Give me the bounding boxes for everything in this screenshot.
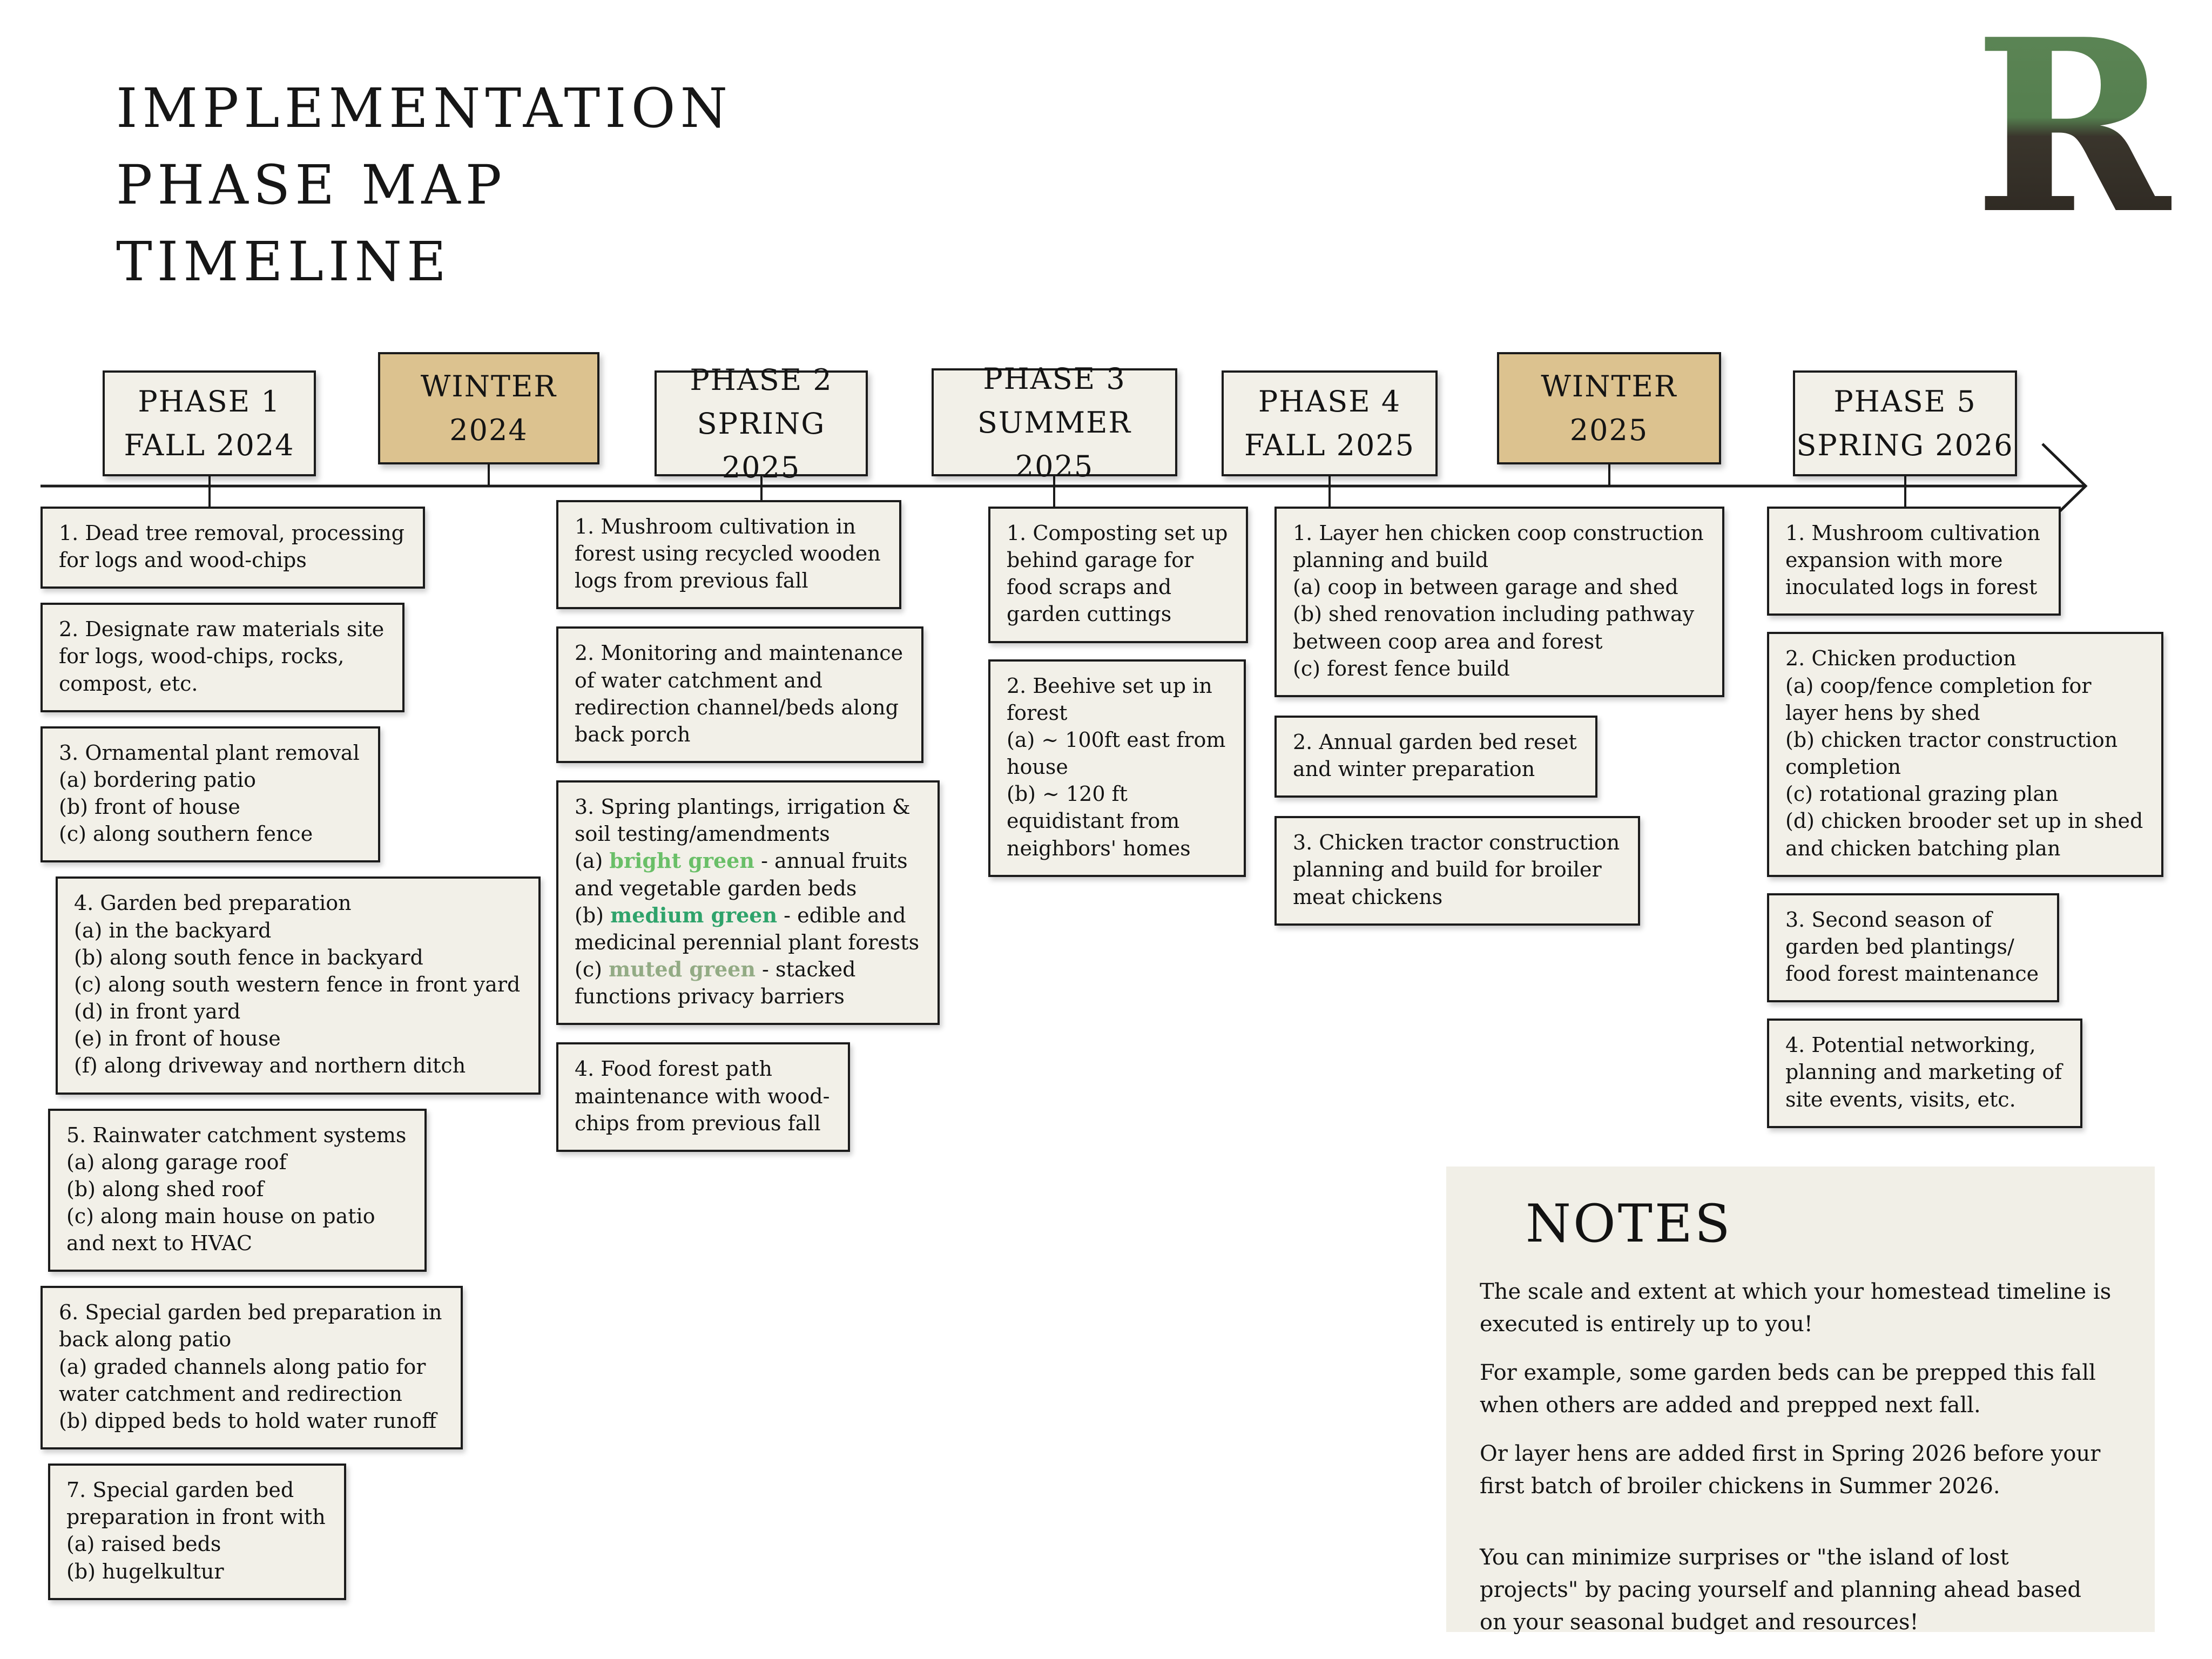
note-line: projects" by pacing yourself and planning ahead based bbox=[1480, 1577, 2082, 1602]
notes-panel bbox=[1446, 1166, 2155, 1635]
note-paragraph bbox=[1480, 1541, 2122, 1638]
task-line: 6. Special garden bed preparation in bbox=[59, 1300, 442, 1325]
phase-header-label: PHASE 3 bbox=[983, 361, 1126, 396]
task-line: water catchment and redirection bbox=[59, 1381, 402, 1406]
task-line: soil testing/amendments bbox=[575, 822, 830, 846]
phase-header-5 bbox=[1793, 370, 2017, 476]
note-line: The scale and extent at which your homestead timeline is bbox=[1480, 1279, 2112, 1304]
task-box bbox=[988, 659, 1246, 877]
task-line: (b) along shed roof bbox=[66, 1177, 264, 1201]
task-line bbox=[575, 902, 919, 929]
phase-header-winter-2024 bbox=[378, 352, 599, 464]
task-line-prefix: (c) bbox=[575, 957, 609, 982]
task-line: 1. Mushroom cultivation in bbox=[575, 515, 856, 538]
phase-header-label: WINTER bbox=[1541, 369, 1677, 403]
task-line: garden cuttings bbox=[1007, 602, 1172, 626]
note-paragraph bbox=[1480, 1276, 2122, 1340]
phase-header-1 bbox=[103, 370, 316, 476]
task-line: neighbors' homes bbox=[1007, 836, 1191, 860]
medium-green-label: medium green bbox=[610, 902, 778, 927]
phase-header-label: PHASE 5 bbox=[1833, 385, 1977, 419]
page-title-line: PHASE MAP bbox=[116, 153, 507, 217]
task-line: and winter preparation bbox=[1293, 757, 1535, 781]
phase-3-task-column bbox=[988, 507, 1248, 877]
phase-5-task-column bbox=[1767, 507, 2163, 1128]
task-line: functions privacy barriers bbox=[575, 984, 845, 1009]
task-line: 7. Special garden bed bbox=[66, 1478, 294, 1502]
task-box bbox=[556, 780, 940, 1025]
task-box bbox=[556, 626, 923, 763]
task-line: (b) hugelkultur bbox=[66, 1559, 224, 1583]
task-line: compost, etc. bbox=[59, 671, 198, 696]
task-line: and next to HVAC bbox=[66, 1231, 253, 1256]
task-box bbox=[48, 1464, 346, 1600]
phase-header-label: FALL 2024 bbox=[124, 428, 295, 462]
task-line-suffix: - annual fruits bbox=[754, 849, 908, 873]
phase-header-label: SUMMER 2025 bbox=[977, 405, 1132, 483]
task-line: preparation in front with bbox=[66, 1505, 326, 1529]
task-line: back porch bbox=[575, 722, 691, 746]
task-box bbox=[56, 876, 541, 1094]
task-box bbox=[556, 1042, 850, 1151]
task-line bbox=[575, 847, 919, 874]
task-box bbox=[1767, 632, 2163, 876]
task-line: 2. Designate raw materials site bbox=[59, 617, 385, 642]
phase-header-label: FALL 2025 bbox=[1244, 428, 1415, 462]
task-line: (d) chicken brooder set up in shed bbox=[1785, 809, 2143, 833]
task-line: and vegetable garden beds bbox=[575, 876, 857, 900]
task-box bbox=[1767, 893, 2059, 1002]
task-line: expansion with more bbox=[1785, 548, 2003, 572]
task-line: (a) ~ 100ft east from bbox=[1007, 727, 1226, 752]
phase-header-label: 2025 bbox=[1569, 413, 1649, 447]
note-line: You can minimize surprises or "the island of lost bbox=[1480, 1545, 2009, 1570]
phase-2-task-column bbox=[556, 500, 940, 1152]
task-line: (c) along main house on patio bbox=[66, 1204, 375, 1228]
task-line: (b) dipped beds to hold water runoff bbox=[59, 1408, 437, 1433]
task-line: (b) chicken tractor construction bbox=[1785, 727, 2118, 752]
task-line: for logs, wood-chips, rocks, bbox=[59, 644, 345, 669]
task-box bbox=[1274, 507, 1724, 697]
task-line: layer hens by shed bbox=[1785, 700, 1980, 725]
task-box bbox=[1767, 1019, 2082, 1128]
note-line: when others are added and prepped next fall. bbox=[1480, 1393, 1981, 1418]
phase-header-label: SPRING 2026 bbox=[1796, 428, 2014, 462]
note-line: on your seasonal budget and resources! bbox=[1480, 1610, 1919, 1635]
task-line: (a) bordering patio bbox=[59, 767, 257, 792]
task-line: 5. Rainwater catchment systems bbox=[66, 1123, 407, 1147]
task-line: 2. Annual garden bed reset bbox=[1293, 730, 1577, 754]
task-line: equidistant from bbox=[1007, 809, 1180, 833]
logo-r-icon: R bbox=[1974, 0, 2171, 266]
task-box bbox=[41, 603, 404, 712]
task-line: (f) along driveway and northern ditch bbox=[74, 1054, 466, 1078]
task-line: 4. Garden bed preparation bbox=[74, 891, 352, 915]
task-line: 1. Mushroom cultivation bbox=[1785, 521, 2040, 545]
task-line: (a) in the backyard bbox=[74, 918, 272, 942]
task-line: 4. Food forest path bbox=[575, 1057, 772, 1081]
task-box bbox=[1767, 507, 2061, 616]
task-line: (a) coop in between garage and shed bbox=[1293, 575, 1678, 599]
task-line: food forest maintenance bbox=[1785, 962, 2039, 986]
task-line: planning and build for broiler bbox=[1293, 858, 1602, 882]
task-box bbox=[41, 726, 380, 863]
task-line: 3. Spring plantings, irrigation & bbox=[575, 795, 911, 819]
task-line: and chicken batching plan bbox=[1785, 836, 2061, 860]
task-box bbox=[1274, 816, 1640, 925]
task-line: 1. Layer hen chicken coop construction bbox=[1293, 521, 1704, 545]
task-line: (a) coop/fence completion for bbox=[1785, 673, 2092, 698]
phase-header-label: PHASE 2 bbox=[690, 362, 833, 397]
phase-header-3 bbox=[932, 361, 1177, 483]
task-box bbox=[41, 1286, 463, 1449]
task-box bbox=[988, 507, 1248, 643]
task-line: 1. Dead tree removal, processing bbox=[59, 521, 404, 545]
task-line: (e) in front of house bbox=[74, 1027, 281, 1051]
task-box bbox=[1274, 716, 1597, 798]
task-box bbox=[48, 1109, 427, 1272]
task-line: between coop area and forest bbox=[1293, 629, 1603, 653]
phase-1-task-column bbox=[41, 507, 541, 1600]
task-line: (a) graded channels along patio for bbox=[59, 1354, 426, 1379]
phase-4-task-column bbox=[1274, 507, 1724, 926]
task-line: (a) raised beds bbox=[66, 1532, 221, 1556]
task-line: (c) along south western fence in front yard bbox=[74, 972, 521, 996]
task-line bbox=[575, 956, 919, 983]
task-line: 2. Beehive set up in bbox=[1007, 673, 1212, 698]
task-line: forest using recycled wooden bbox=[575, 542, 881, 566]
task-line: logs from previous fall bbox=[575, 569, 808, 593]
phase-header-label: PHASE 1 bbox=[138, 385, 281, 419]
task-box bbox=[556, 500, 901, 609]
phase-header-2 bbox=[655, 362, 868, 484]
task-line-prefix: (b) bbox=[575, 903, 611, 927]
page-title-line: IMPLEMENTATION bbox=[116, 77, 733, 140]
task-line: 3. Ornamental plant removal bbox=[59, 740, 360, 765]
task-line: redirection channel/beds along bbox=[575, 695, 899, 719]
phase-header-label: 2024 bbox=[449, 413, 528, 447]
task-line: meat chickens bbox=[1293, 885, 1443, 909]
task-line: planning and marketing of bbox=[1785, 1060, 2062, 1084]
task-line: 3. Second season of bbox=[1785, 907, 1992, 932]
task-line: (d) in front yard bbox=[74, 1000, 241, 1024]
task-line: 4. Potential networking, bbox=[1785, 1033, 2036, 1057]
task-line: for logs and wood-chips bbox=[59, 548, 307, 572]
task-line: chips from previous fall bbox=[575, 1111, 821, 1135]
task-line: (b) front of house bbox=[59, 795, 240, 819]
task-line: (c) along southern fence bbox=[59, 822, 313, 846]
phase-header-label: WINTER bbox=[420, 369, 557, 403]
task-line-suffix: - stacked bbox=[755, 957, 856, 982]
phase-header-label: PHASE 4 bbox=[1258, 385, 1401, 419]
task-line: (c) forest fence build bbox=[1293, 656, 1510, 680]
page-title-line: TIMELINE bbox=[116, 230, 451, 293]
bright-green-label: bright green bbox=[609, 848, 754, 873]
note-line: first batch of broiler chickens in Summer 2026. bbox=[1480, 1474, 2000, 1499]
task-line: (c) rotational grazing plan bbox=[1785, 782, 2059, 806]
task-line: (b) shed renovation including pathway bbox=[1293, 602, 1695, 626]
task-line: maintenance with wood- bbox=[575, 1084, 830, 1108]
task-line: 2. Chicken production bbox=[1785, 646, 2017, 671]
note-paragraph bbox=[1480, 1357, 2122, 1421]
task-box bbox=[41, 507, 425, 589]
muted-green-label: muted green bbox=[609, 957, 756, 982]
task-line: 3. Chicken tractor construction bbox=[1293, 831, 1620, 855]
task-line: (b) along south fence in backyard bbox=[74, 945, 423, 969]
task-line: of water catchment and bbox=[575, 668, 822, 692]
task-line: (b) ~ 120 ft bbox=[1007, 782, 1128, 806]
task-line: forest bbox=[1007, 700, 1068, 725]
note-line: executed is entirely up to you! bbox=[1480, 1312, 1813, 1337]
task-line: completion bbox=[1785, 755, 1901, 779]
task-line: inoculated logs in forest bbox=[1785, 575, 2038, 599]
task-line: 1. Composting set up bbox=[1007, 521, 1228, 545]
task-line: site events, visits, etc. bbox=[1785, 1087, 2016, 1111]
notes-title: NOTES bbox=[1526, 1193, 1732, 1254]
phase-header-winter-2025 bbox=[1497, 352, 1721, 464]
phase-header-4 bbox=[1222, 370, 1438, 476]
note-line: Or layer hens are added first in Spring 2026 before your bbox=[1480, 1441, 2101, 1466]
task-line: house bbox=[1007, 755, 1068, 779]
note-paragraph bbox=[1480, 1438, 2122, 1502]
task-line: (a) along garage roof bbox=[66, 1150, 287, 1174]
phase-header-label: SPRING 2025 bbox=[697, 406, 826, 484]
task-line: food scraps and bbox=[1007, 575, 1172, 599]
task-line: behind garage for bbox=[1007, 548, 1194, 572]
task-line-suffix: - edible and bbox=[777, 903, 906, 927]
note-line: For example, some garden beds can be prepped this fall bbox=[1480, 1360, 2096, 1385]
task-line: planning and build bbox=[1293, 548, 1489, 572]
task-line: back along patio bbox=[59, 1327, 232, 1352]
task-line: medicinal perennial plant forests bbox=[575, 930, 920, 954]
task-line: garden bed plantings/ bbox=[1785, 934, 2014, 959]
task-line: 2. Monitoring and maintenance bbox=[575, 641, 903, 665]
task-line-prefix: (a) bbox=[575, 849, 610, 873]
